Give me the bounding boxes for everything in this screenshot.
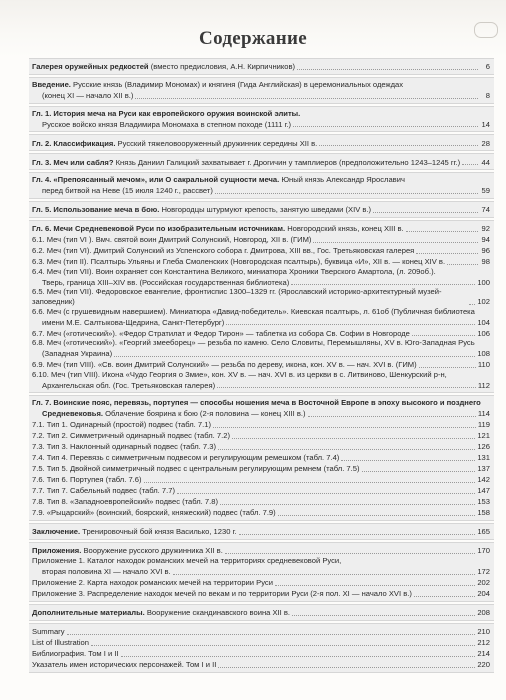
entry-description: (вместо предисловия, А.Н. Кирпичников) xyxy=(148,62,296,72)
dot-leader xyxy=(278,507,476,516)
toc-entry[interactable] xyxy=(32,398,490,408)
toc-entry[interactable] xyxy=(32,156,490,167)
toc-section xyxy=(29,395,494,521)
dot-leader xyxy=(91,637,475,646)
entry-description: Библиография. Том I и II xyxy=(32,648,119,658)
dot-leader xyxy=(462,156,478,165)
entry-description: Архангельская обл. (Гос. Третьяковская галерея) xyxy=(42,380,216,390)
dot-leader xyxy=(177,485,475,494)
entry-text xyxy=(32,608,290,618)
table-of-contents xyxy=(29,58,494,675)
toc-entry[interactable] xyxy=(32,245,490,256)
entry-description: 7.4. Тип 4. Перевязь с симметричным подвесом и регулирующим ремешком (табл. 7.4) xyxy=(32,453,340,463)
page-number: 114 xyxy=(477,409,490,419)
entry-description: 7.9. «Рыцарский» (воинский, боярский, княжеский) подвес (табл. 7.9) xyxy=(32,508,276,518)
toc-entry[interactable] xyxy=(32,118,490,129)
entry-text xyxy=(42,567,171,577)
dot-leader xyxy=(416,245,478,254)
entry-text xyxy=(32,267,436,277)
entry-text xyxy=(32,660,216,670)
dot-leader xyxy=(362,463,476,472)
entry-text xyxy=(32,329,410,339)
page-number: 14 xyxy=(481,119,490,129)
entry-text xyxy=(32,235,311,245)
toc-entry[interactable] xyxy=(32,545,490,556)
toc-entry[interactable] xyxy=(32,430,490,441)
entry-text xyxy=(32,649,119,659)
toc-section xyxy=(29,201,494,218)
entry-text xyxy=(32,464,360,474)
toc-entry[interactable] xyxy=(32,256,490,267)
entry-text xyxy=(32,589,412,599)
dot-leader xyxy=(239,526,476,535)
toc-section xyxy=(29,220,494,394)
dot-leader xyxy=(341,452,475,461)
toc-entry[interactable] xyxy=(32,307,490,317)
toc-entry[interactable] xyxy=(32,234,490,245)
toc-entry[interactable] xyxy=(32,137,490,148)
entry-text xyxy=(32,431,230,441)
entry-description: (конец XI — начало XII в.) xyxy=(42,91,134,100)
entry-description: 7.5. Тип 5. Двойной симметричный подвес с центральным регулирующим ремнем (табл. 7.5) xyxy=(32,464,360,474)
page-number: 6 xyxy=(485,62,490,72)
toc-section xyxy=(29,542,494,602)
toc-entry[interactable] xyxy=(32,338,490,348)
toc-entry[interactable] xyxy=(32,659,490,670)
entry-text xyxy=(32,398,481,408)
entry-text xyxy=(42,318,224,328)
entry-text xyxy=(32,420,211,430)
page-number: 108 xyxy=(477,349,490,359)
dot-leader xyxy=(297,61,478,70)
entry-text xyxy=(32,527,237,537)
toc-entry[interactable] xyxy=(32,276,490,287)
entry-heading: Галерея оружейных редкостей xyxy=(32,62,149,72)
dot-leader xyxy=(144,474,476,483)
entry-description: Облачение боярина к бою (2-я половина — конец XIII в.) xyxy=(102,409,306,419)
entry-description: Тверь, граница XIII–XIV вв. (Российская государственная библиотека) xyxy=(42,277,290,287)
entry-text xyxy=(32,246,414,256)
entry-description: вторая половина XI — начало XVI в. xyxy=(42,566,171,576)
page-number: 210 xyxy=(477,626,490,636)
dot-leader xyxy=(213,419,476,428)
entry-description: Русские князь (Владимир Мономах) и княгиня (Гида Английская) в церемониальных одеждах xyxy=(70,80,404,89)
entry-description: 7.6. Тип 6. Портупея (табл. 7.6) xyxy=(32,475,142,485)
entry-description: Приложение 3. Распределение находок мечей по векам и по территории Руси (2-я пол. XI — начало XVI в.) xyxy=(32,588,412,598)
entry-text xyxy=(32,257,445,267)
entry-text xyxy=(32,224,404,234)
entry-description: 6.7. Меч («готический»). «Федор Стратилат и Федор Тирон» — таблетка из собора Св. Софии в Новгороде xyxy=(32,328,410,338)
entry-text xyxy=(32,508,276,518)
page-number: 98 xyxy=(481,257,490,267)
dot-leader xyxy=(406,223,478,232)
page-number: 8 xyxy=(485,91,490,100)
entry-text xyxy=(32,158,460,168)
page-number: 28 xyxy=(481,138,490,148)
entry-description: (Западная Украина) xyxy=(42,349,113,359)
toc-entry[interactable] xyxy=(32,485,490,496)
dot-leader xyxy=(293,118,478,127)
dot-leader xyxy=(292,607,475,616)
entry-description: перед битвой на Неве (15 июля 1240 г., рассвет) xyxy=(42,186,213,196)
entry-text xyxy=(32,80,403,90)
page-number: 44 xyxy=(481,157,490,167)
page-number: 92 xyxy=(481,224,490,234)
toc-entry[interactable] xyxy=(32,109,490,119)
entry-text xyxy=(42,381,215,391)
entry-description: 7.3. Тип 3. Наклонный одинарный подвес (табл. 7.3) xyxy=(32,442,216,452)
page-number: 131 xyxy=(477,453,490,463)
page-number: 110 xyxy=(477,360,490,370)
entry-description: Юный князь Александр Ярославич xyxy=(279,175,405,185)
toc-section xyxy=(29,523,494,540)
toc-entry[interactable] xyxy=(32,223,490,234)
page-number: 202 xyxy=(477,577,490,587)
toc-section xyxy=(29,77,494,104)
entry-heading: Гл. 5. Использование меча в бою. xyxy=(32,205,160,215)
entry-description: Князь Даниил Галицкий захватывает г. Дрогичин у тамплиеров (предположительно 1243–1245 гг.) xyxy=(113,157,461,167)
toc-section xyxy=(29,172,494,199)
page-number: 153 xyxy=(477,497,490,507)
dot-leader xyxy=(215,185,478,194)
dot-leader xyxy=(313,234,478,243)
entry-text xyxy=(32,338,475,348)
entry-text xyxy=(42,349,112,359)
page-number: 172 xyxy=(477,566,490,576)
entry-description: 7.7. Тип 7. Сабельный подвес (табл. 7.7) xyxy=(32,486,175,496)
entry-text xyxy=(32,175,405,185)
entry-description: 6.6. Меч (с грушевидным навершием). Миниатюра «Давид-победитель». Киевская псалтырь, л. 61об (Публичная библиотека xyxy=(32,306,475,316)
dot-leader xyxy=(469,296,475,305)
dot-leader xyxy=(232,430,475,439)
dot-leader xyxy=(67,626,476,635)
dot-leader xyxy=(226,316,475,325)
entry-description: 7.2. Тип 2. Симметричный одинарный подвес (табл. 7.2) xyxy=(32,431,230,441)
entry-description: 6.4. Меч (тип VII). Воин охраняет сон Константина Великого, миниатюра Хроники Тверского Амартола, (л. 209об.). xyxy=(32,266,436,276)
entry-description: Приложение 1. Каталог находок романских мечей на территориях средневековой Руси, xyxy=(32,555,342,565)
entry-description: 6.9. Меч (тип VIII). «Св. воин Дмитрий Солунский» — резьба по дереву, икона, кон. XV в. — нач. XVI в. (ГИМ) xyxy=(32,360,417,370)
entry-text xyxy=(32,638,89,648)
page-number: 112 xyxy=(477,380,490,390)
entry-text xyxy=(32,370,447,380)
entry-description: 7.8. Тип 8. «Западноевропейский» подвес (табл. 7.8) xyxy=(32,497,218,507)
page-number: 59 xyxy=(481,186,490,196)
entry-description: 7.1. Тип 1. Одинарный (простой) подвес (табл. 7.1) xyxy=(32,420,211,430)
entry-description: 6.1. Меч (тип VI ). Вмч. святой воин Дмитрий Солунский, Новгород, XII в. (ГИМ) xyxy=(32,235,312,245)
dot-leader xyxy=(218,441,475,450)
dot-leader xyxy=(275,577,475,586)
toc-entry[interactable] xyxy=(32,626,490,637)
entry-text xyxy=(42,120,291,130)
dot-leader xyxy=(135,90,478,99)
toc-entry[interactable] xyxy=(32,359,490,370)
toc-entry[interactable] xyxy=(32,370,490,380)
toc-entry[interactable] xyxy=(32,577,490,588)
entry-heading: Заключение. xyxy=(32,527,81,537)
dot-leader xyxy=(308,408,476,417)
toc-entry[interactable] xyxy=(32,287,490,306)
entry-text xyxy=(42,409,306,419)
toc-entry[interactable] xyxy=(32,607,490,618)
entry-description: 6.8. Меч («готический»). «Георгий змееборец» — резьба по камню. Село Словиты, Перемышляны, XV в. Юго-Западная Русь xyxy=(32,338,475,348)
entry-description: Вооружение скандинавского воина XII в. xyxy=(144,607,291,617)
entry-text xyxy=(32,578,273,588)
page-number: 100 xyxy=(477,277,490,287)
toc-entry[interactable] xyxy=(32,588,490,599)
page-number: 74 xyxy=(481,205,490,215)
dot-leader xyxy=(114,348,475,357)
entry-description: имени М.Е. Салтыкова-Щедрина, Санкт-Петербург) xyxy=(42,317,225,327)
toc-entry[interactable] xyxy=(32,648,490,659)
dot-leader xyxy=(447,256,478,265)
entry-description: Тренировочный бой князя Василько, 1230 г. xyxy=(80,527,237,537)
entry-description: Вооружение русского дружинника XII в. xyxy=(81,546,223,556)
entry-description: 6.10. Меч (тип VIII). Икона «Чудо Георгия о Змие», кон. XV в. — нач. XVI в. из церкви в с. Литвиново, Шенкурский р-н, xyxy=(32,369,447,379)
entry-text xyxy=(32,307,475,317)
toc-entry[interactable] xyxy=(32,496,490,507)
toc-entry[interactable] xyxy=(32,185,490,196)
toc-entry[interactable] xyxy=(32,316,490,327)
toc-entry[interactable] xyxy=(32,80,490,90)
page-number: 121 xyxy=(477,431,490,441)
entry-heading: Гл. 6. Мечи Средневековой Руси по изобразительным источникам. xyxy=(32,224,286,234)
entry-text xyxy=(32,62,295,72)
entry-text xyxy=(42,91,133,101)
entry-text xyxy=(32,287,467,306)
toc-section xyxy=(29,604,494,621)
dot-leader xyxy=(373,204,478,213)
page-number: 106 xyxy=(477,328,490,338)
dot-leader xyxy=(217,379,476,388)
page-number: 119 xyxy=(477,420,490,430)
dot-leader xyxy=(173,566,476,575)
dot-leader xyxy=(121,648,476,657)
entry-text xyxy=(32,442,216,452)
entry-text xyxy=(32,627,65,637)
dot-leader xyxy=(291,276,475,285)
toc-entry[interactable] xyxy=(32,408,490,419)
entry-heading: Гл. 3. Меч или сабля? xyxy=(32,157,114,167)
toc-entry[interactable] xyxy=(32,61,490,72)
dot-leader xyxy=(419,359,476,368)
toc-entry[interactable] xyxy=(32,507,490,518)
toc-entry[interactable] xyxy=(32,379,490,390)
page-number: 147 xyxy=(477,486,490,496)
page-number: 104 xyxy=(477,317,490,327)
dot-leader xyxy=(319,137,478,146)
entry-description: Приложение 2. Карта находок романских мечей на территории Руси xyxy=(32,577,273,587)
dot-leader xyxy=(412,327,475,336)
page-number: 204 xyxy=(477,588,490,598)
toc-entry[interactable] xyxy=(32,348,490,359)
entry-description: Русский тяжеловооруженный дружинник середины XII в. xyxy=(115,138,318,148)
entry-heading: Средневековья. xyxy=(42,409,103,419)
toc-entry[interactable] xyxy=(32,452,490,463)
entry-text xyxy=(32,556,341,566)
page-number: 214 xyxy=(477,648,490,658)
toc-entry[interactable] xyxy=(32,637,490,648)
toc-section xyxy=(29,153,494,170)
entry-heading: Дополнительные материалы. xyxy=(32,607,145,617)
toc-section xyxy=(29,58,494,75)
page-number: 170 xyxy=(477,546,490,556)
toc-entry[interactable] xyxy=(32,267,490,277)
page-number: 165 xyxy=(477,527,490,537)
page-number: 208 xyxy=(477,607,490,617)
entry-text xyxy=(32,453,339,463)
entry-text xyxy=(32,546,223,556)
entry-text xyxy=(32,139,317,149)
entry-description: List of Illustration xyxy=(32,637,89,647)
entry-text xyxy=(42,278,289,288)
entry-text xyxy=(32,497,218,507)
entry-text xyxy=(32,475,142,485)
entry-text xyxy=(42,186,213,196)
entry-heading: Приложения. xyxy=(32,546,82,556)
page-number: 94 xyxy=(481,235,490,245)
toc-entry[interactable] xyxy=(32,556,490,566)
toc-section xyxy=(29,134,494,151)
toc-entry[interactable] xyxy=(32,90,490,101)
toc-entry[interactable] xyxy=(32,441,490,452)
page-title: Содержание xyxy=(199,28,307,49)
dot-leader xyxy=(220,496,475,505)
page-number: 220 xyxy=(477,659,490,669)
entry-text xyxy=(32,109,300,119)
toc-entry[interactable] xyxy=(32,526,490,537)
entry-description: Новгородский князь, конец XIII в. xyxy=(285,224,404,234)
toc-entry[interactable] xyxy=(32,463,490,474)
entry-heading: Введение. xyxy=(32,80,71,89)
page-number: 142 xyxy=(477,475,490,485)
entry-heading: Гл. 2. Классификация. xyxy=(32,138,116,148)
entry-text xyxy=(32,360,417,370)
page-number: 96 xyxy=(481,246,490,256)
page-number: 137 xyxy=(477,464,490,474)
entry-heading: Гл. 7. Воинские пояс, перевязь, портупея — способы ношения меча в Восточной Европе в эпоху высокого и позднего xyxy=(32,398,481,408)
toc-entry[interactable] xyxy=(32,474,490,485)
page-number: 158 xyxy=(477,508,490,518)
toc-section xyxy=(29,106,494,133)
entry-text xyxy=(32,486,175,496)
toc-entry[interactable] xyxy=(32,419,490,430)
toc-entry[interactable] xyxy=(32,327,490,338)
dot-leader xyxy=(414,588,475,597)
toc-entry[interactable] xyxy=(32,566,490,577)
toc-entry[interactable] xyxy=(32,204,490,215)
toc-entry[interactable] xyxy=(32,175,490,185)
entry-description: Русское войско князя Владимира Мономаха в степном походе (1111 г.) xyxy=(42,119,292,129)
page-number: 102 xyxy=(477,296,490,306)
page-number: 212 xyxy=(477,637,490,647)
entry-description: 6.3. Меч (тип II). Псалтырь Ульяны и Глеба Смоленских (Новгородская псалтырь), буквица «И», XII в. — конец XIV в. xyxy=(32,257,446,267)
entry-description: 6.5. Меч (тип VII). Федоровское евангелие, фронтиспис 1300–1329 гг. (Ярославский историко-архитектурный музей-заповедник) xyxy=(32,287,442,306)
entry-text xyxy=(32,205,371,215)
dot-leader xyxy=(225,545,475,554)
entry-description: Summary xyxy=(32,626,65,636)
toc-section xyxy=(29,623,494,673)
dot-leader xyxy=(218,659,475,668)
entry-description: Указатель имен исторических персонажей. Том I и II xyxy=(32,659,217,669)
entry-heading: Гл. 4. «Препоясанный мечом», или О сакральной сущности меча. xyxy=(32,175,280,185)
entry-description: Новгородцы штурмуют крепость, занятую шведами (XIV в.) xyxy=(159,205,372,215)
entry-heading: Гл. 1. История меча на Руси как европейского оружия воинской элиты. xyxy=(32,108,301,118)
entry-description: 6.2. Меч (тип VI). Дмитрий Солунский из Успенского собора г. Дмитрова, XIII вв., Гос. Третьяковская галерея xyxy=(32,246,415,256)
page-number: 126 xyxy=(477,442,490,452)
